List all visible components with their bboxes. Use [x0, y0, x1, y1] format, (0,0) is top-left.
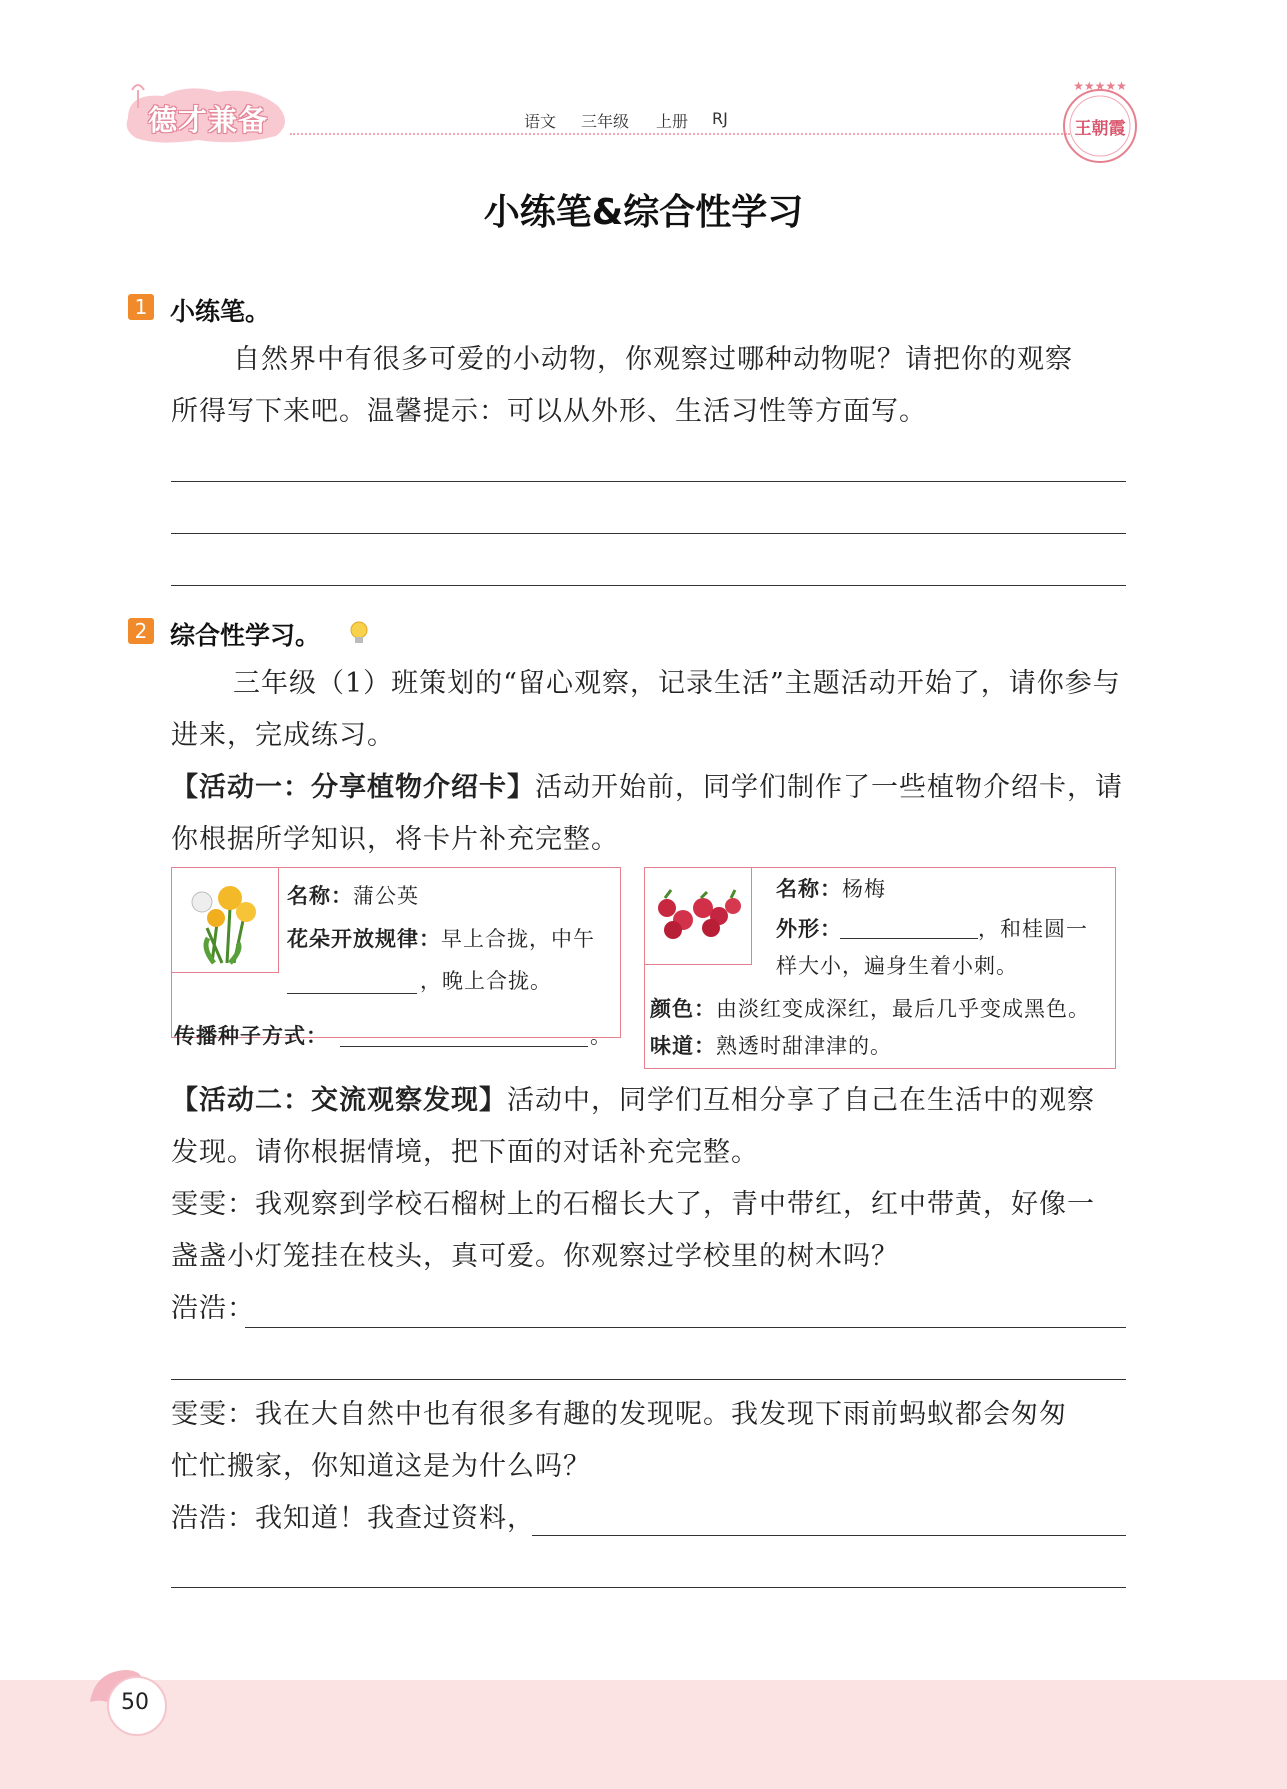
svg-text:王朝霞: 王朝霞	[1074, 119, 1126, 139]
dandelion-image	[172, 868, 278, 972]
activity-1-text: 活动开始前，同学们制作了一些植物介绍卡，请	[535, 772, 1123, 803]
dialog-wenwen-1-line-2: 盏盏小灯笼挂在枝头，真可爱。你观察过学校里的树木吗？	[171, 1241, 899, 1272]
card-shape-label: 外形：	[776, 917, 842, 941]
dandelion-rule-row	[287, 923, 595, 953]
answer-line[interactable]	[171, 533, 1126, 534]
question-number-2: 2	[128, 618, 154, 644]
waxberry-taste: 熟透时甜津津的。	[716, 1034, 892, 1058]
activity-2-text: 活动中，同学们互相分享了自己在生活中的观察	[507, 1085, 1095, 1116]
dandelion-name: 蒲公英	[353, 884, 419, 908]
lightbulb-icon	[348, 620, 370, 646]
card-color-label: 颜色：	[650, 997, 716, 1021]
answer-line[interactable]	[171, 1379, 1126, 1380]
activity-1-line-1	[171, 762, 1123, 814]
activity-2-line-2: 发现。请你根据情境，把下面的对话补充完整。	[171, 1137, 759, 1168]
header-volume: 上册	[656, 112, 689, 131]
dandelion-image-frame	[171, 867, 279, 973]
header-edition: RJ	[712, 109, 728, 128]
dialog-haohao-1-label: 浩浩：	[171, 1293, 255, 1324]
card-taste-label: 味道：	[650, 1034, 716, 1058]
question-1-title: 小练笔。	[170, 297, 271, 326]
dialog-wenwen-2-line-2: 忙忙搬家，你知道这是为什么吗？	[171, 1451, 591, 1482]
teacher-seal-stamp	[1055, 78, 1145, 168]
waxberry-shape-after: ，和桂圆一	[978, 917, 1088, 941]
question-2-title: 综合性学习。	[170, 621, 321, 650]
waxberry-color-row	[650, 993, 1090, 1023]
blank-line-noon[interactable]	[287, 993, 417, 994]
brand-logo-text: 德才兼备	[148, 103, 269, 137]
q1-text-line-2: 所得写下来吧。温馨提示：可以从外形、生活习性等方面写。	[171, 396, 927, 427]
waxberry-taste-row	[650, 1030, 892, 1060]
dandelion-seed-row	[174, 1020, 328, 1050]
activity-2-label: 【活动二：交流观察发现】	[171, 1085, 507, 1116]
q1-text-line-1: 自然界中有很多可爱的小动物，你观察过哪种动物呢？请把你的观察	[233, 344, 1073, 375]
card-seed-label: 传播种子方式：	[174, 1024, 328, 1048]
dandelion-rule-text: 早上合拢，中午	[441, 927, 595, 951]
q2-intro-line-2: 进来，完成练习。	[171, 720, 395, 751]
waxberry-name: 杨梅	[842, 877, 886, 901]
dandelion-seed-end: 。	[590, 1024, 612, 1048]
header-subject: 语文	[524, 112, 557, 131]
waxberry-image	[645, 868, 751, 964]
waxberry-image-frame	[644, 867, 752, 965]
page-title: 小练笔&综合性学习	[483, 192, 804, 233]
page-number: 50	[121, 1690, 149, 1715]
header-divider	[290, 133, 1070, 135]
dialog-wenwen-1-line-1: 雯雯：我观察到学校石榴树上的石榴长大了，青中带红，红中带黄，好像一	[171, 1189, 1095, 1220]
activity-1-line-2: 你根据所学知识，将卡片补充完整。	[171, 824, 619, 855]
svg-text:★★★★★: ★★★★★	[1073, 79, 1127, 93]
activity-2-line-1	[171, 1075, 1095, 1127]
dialog-wenwen-2-line-1: 雯雯：我在大自然中也有很多有趣的发现呢。我发现下雨前蚂蚁都会匆匆	[171, 1399, 1067, 1430]
waxberry-color: 由淡红变成深红，最后几乎变成黑色。	[716, 997, 1090, 1021]
waxberry-shape-row	[776, 913, 842, 943]
waxberry-name-row	[776, 873, 886, 903]
blank-line-seed[interactable]	[340, 1046, 588, 1047]
card-name-label: 名称：	[776, 877, 842, 901]
footer-band	[0, 1680, 1287, 1789]
blank-line-shape[interactable]	[840, 938, 978, 939]
answer-line[interactable]	[245, 1327, 1126, 1328]
dandelion-rule-end: ，晚上合拢。	[420, 969, 552, 993]
card-name-label: 名称：	[287, 884, 353, 908]
header-grade: 三年级	[581, 112, 630, 131]
question-number-1: 1	[128, 294, 154, 320]
answer-line[interactable]	[171, 481, 1126, 482]
answer-line[interactable]	[171, 1587, 1126, 1588]
dandelion-name-row	[287, 880, 419, 910]
answer-line[interactable]	[171, 585, 1126, 586]
q2-intro-line-1: 三年级（1）班策划的“留心观察，记录生活”主题活动开始了，请你参与	[233, 668, 1121, 699]
waxberry-shape-line-2: 样大小，遍身生着小刺。	[776, 954, 1018, 978]
answer-line[interactable]	[532, 1535, 1126, 1536]
card-rule-label: 花朵开放规律：	[287, 927, 441, 951]
dialog-haohao-2-label: 浩浩：我知道！我查过资料，	[171, 1503, 535, 1534]
activity-1-label: 【活动一：分享植物介绍卡】	[171, 772, 535, 803]
